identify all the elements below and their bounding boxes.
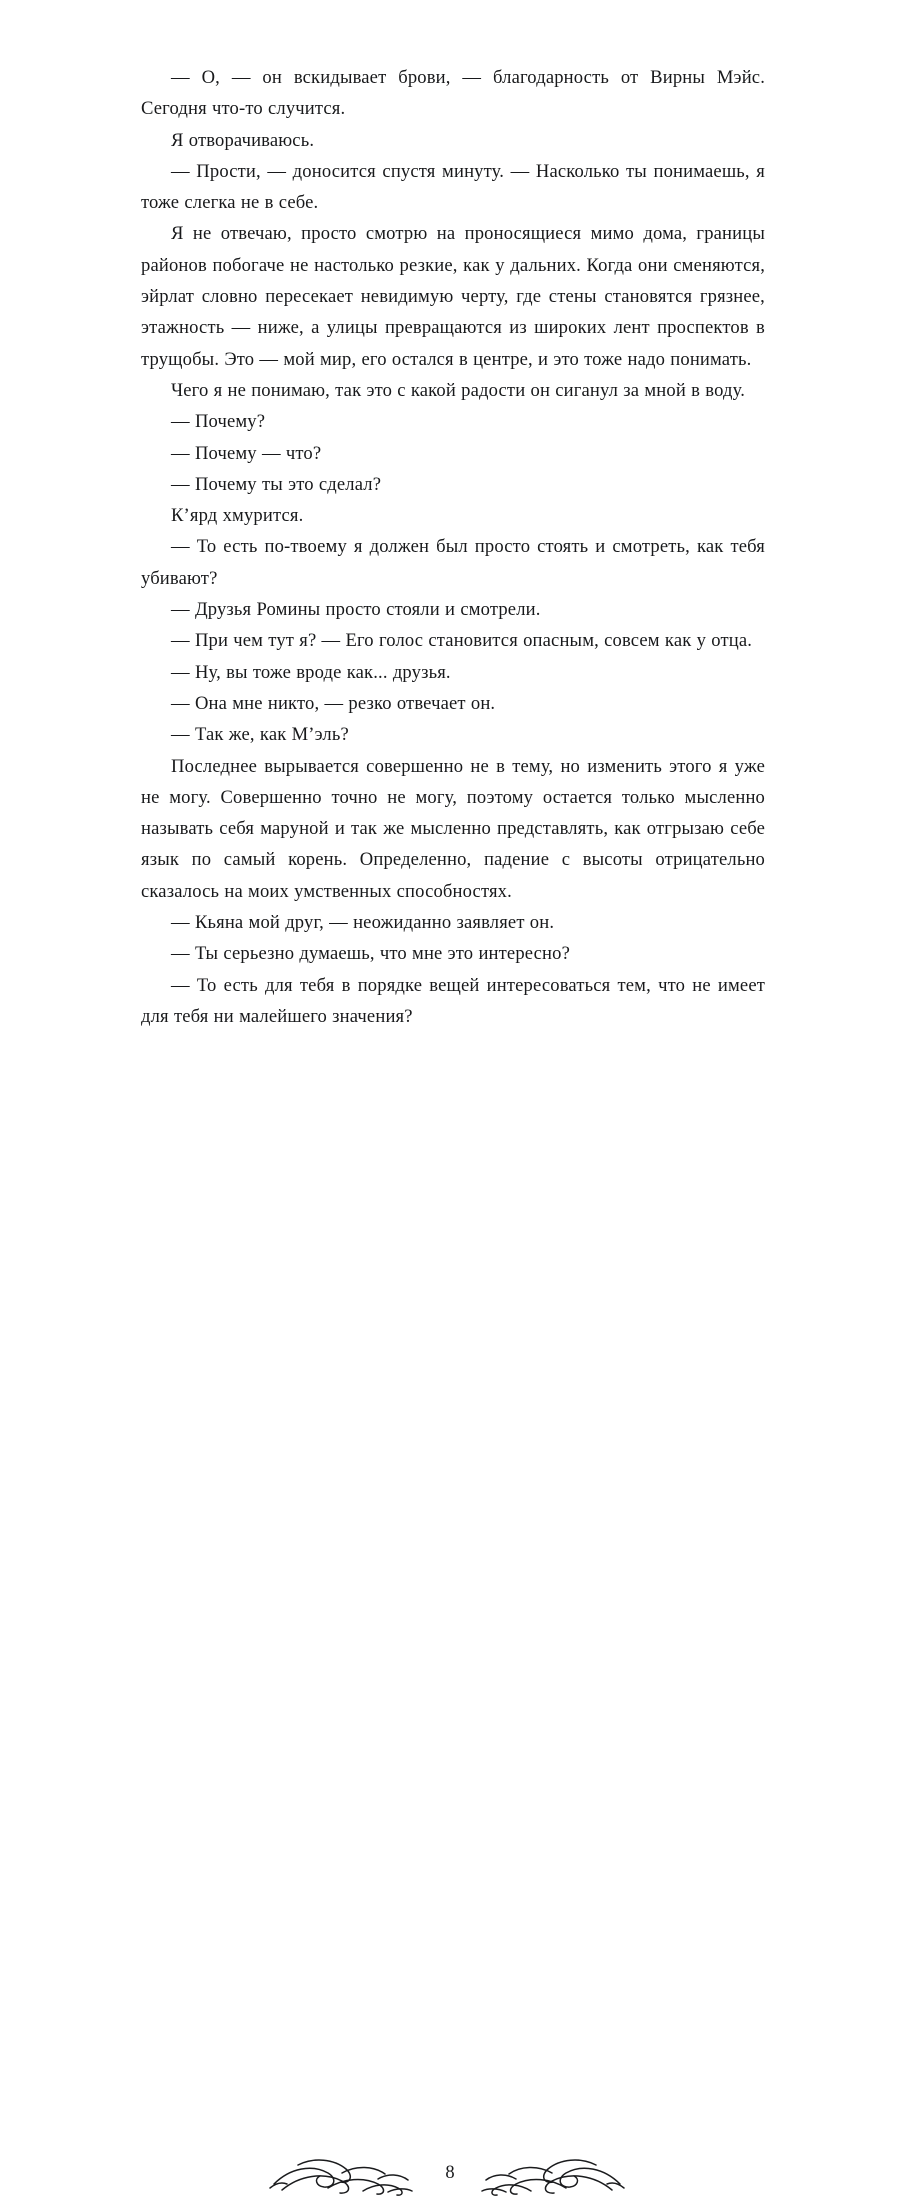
paragraph: — Прости, — доносится спустя минуту. — Насколько ты понимаешь, я тоже слегка не в себе. [141,160,765,214]
paragraph: — То есть для тебя в порядке вещей интересоваться тем, что не имеет для тебя ни малейшего значения? [141,974,765,1027]
paragraph: — Она мне никто, — резко отвечает он. [171,692,496,714]
paragraph: Я не отвечаю, просто смотрю на проносящиеся мимо дома, границы районов побогаче не настолько резкие, как у дальних. Когда они сменяются, эйрлат словно пересекает невидимую черту, где стены становятся грязнее, этажность — ниже, а улицы превращаются из широких лент проспектов в трущобы. Это — мой мир, его остался в центре, и это тоже надо понимать. [141,223,765,370]
wave-ornament-right-icon [476,2151,626,2199]
page-number: 8 [445,2163,455,2183]
paragraph: — Друзья Ромины просто стояли и смотрели. [171,599,541,621]
paragraph: — Почему? [171,411,266,433]
page-footer [0,1075,900,2183]
paragraph: — Почему — что? [171,442,322,464]
paragraph: — Так же, как М’эль? [171,724,349,746]
paragraph: — То есть по-твоему я должен был просто стоять и смотреть, как тебя убивают? [141,536,765,589]
paragraph: — Ну, вы тоже вроде как... друзья. [171,661,451,683]
paragraph: — О, — он вскидывает брови, — благодарность от Вирны Мэйс. Сегодня что-то случится. [141,67,765,120]
paragraph: К’ярд хмурится. [171,505,304,527]
paragraph: — Почему ты это сделал? [171,473,382,495]
paragraph: Последнее вырывается совершенно не в тему, но изменить этого я уже не могу. Совершенно точно не могу, поэтому остается только мысленно называть себя маруной и так же мысленно представлять, как отгрызаю себе язык по самый корень. Определенно, падение с высоты отрицательно сказалось на моих умственных способностях. [141,755,765,902]
page-text-column [141,62,765,1032]
paragraph: — При чем тут я? — Его голос становится опасным, совсем как у отца. [171,630,753,652]
paragraph: Чего я не понимаю, так это с какой радости он сиганул за мной в воду. [171,379,745,401]
paragraph: — Ты серьезно думаешь, что мне это интересно? [171,943,570,965]
paragraph: — Кьяна мой друг, — неожиданно заявляет он. [171,912,555,934]
paragraph: Я отворачиваюсь. [171,129,315,151]
